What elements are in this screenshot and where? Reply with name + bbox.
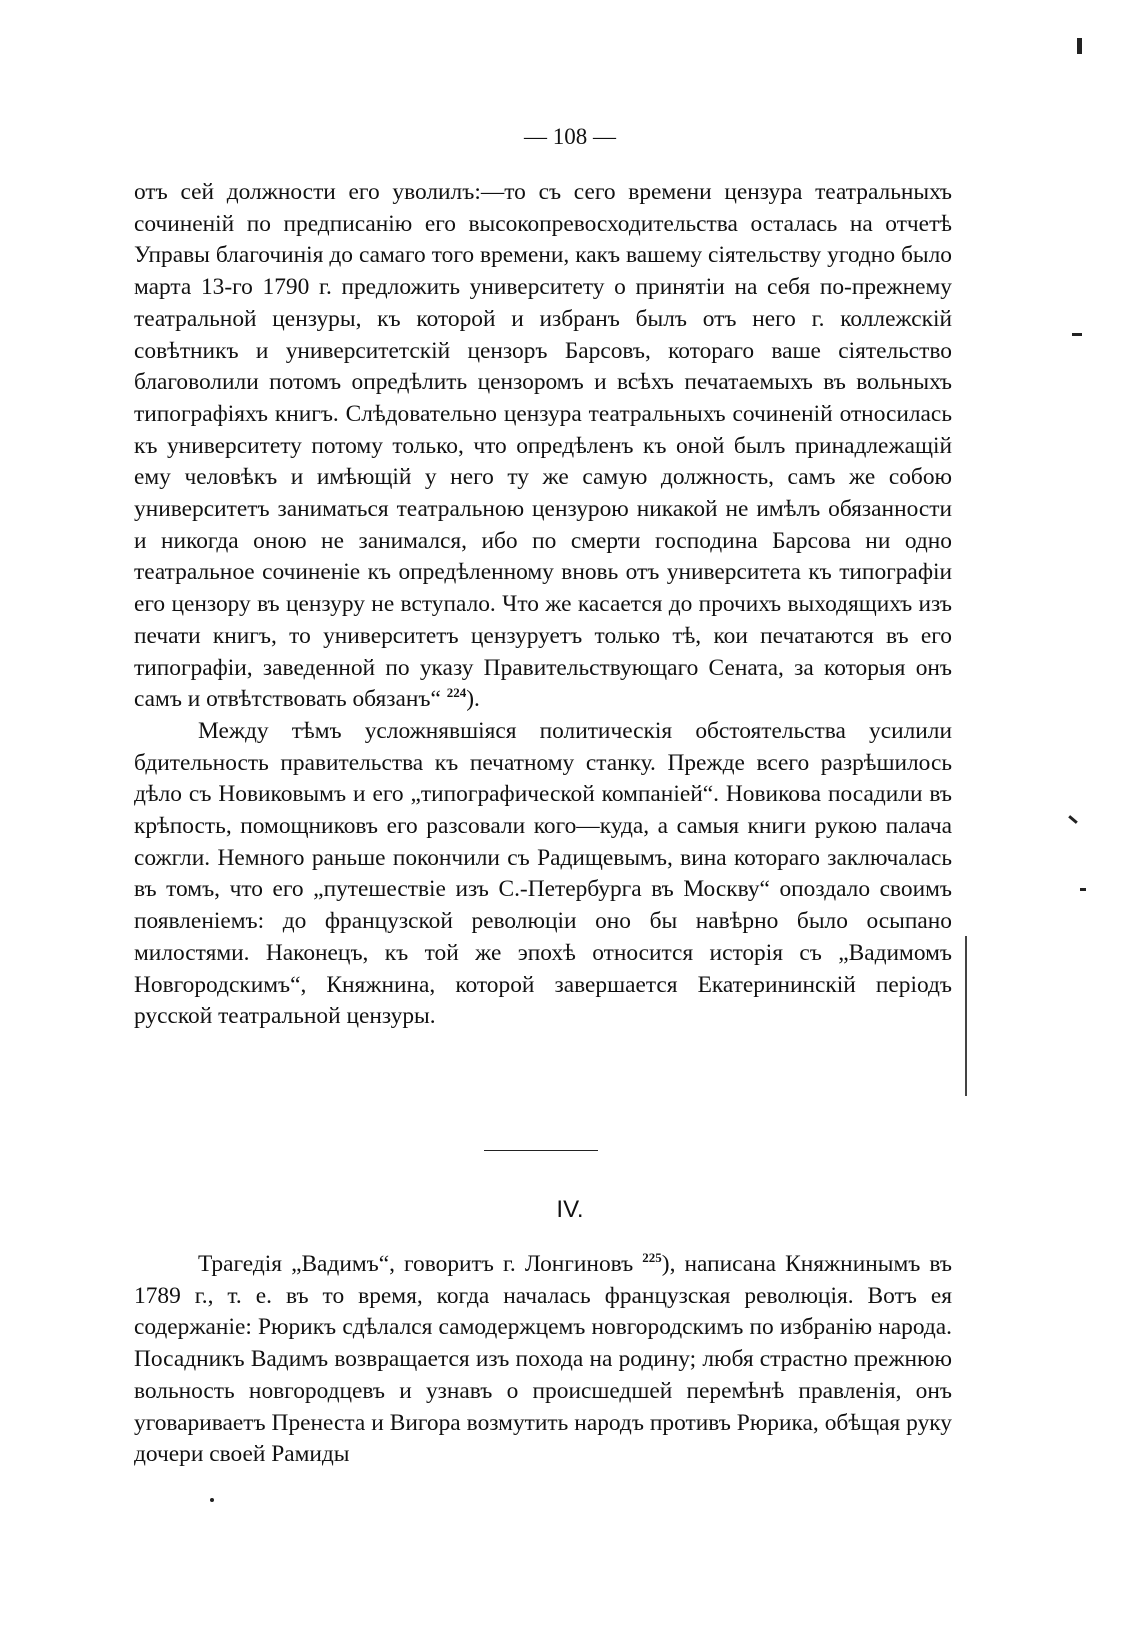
scan-speck <box>210 1498 214 1502</box>
scan-speck <box>1072 333 1082 336</box>
paragraph-censorship-politics: Между тѣмъ усложнявшіяся политическія обстоятельства усилили бдительность правительства къ печатному станку. Прежде всего разрѣшилось дѣло съ Новиковымъ и его „типографической компаніей“. Новикова посадили въ крѣпость, помощниковъ его разсовали кого—куда, а самыя книги рукою палача сожгли. Немного раньше покончили съ Радищевымъ, вина котораго заключалась въ томъ, что его „путешествіе изъ С.-Петербурга въ Москву“ опоздало своимъ появленіемъ: до французской революціи оно бы навѣрно было осыпано милостями. Наконецъ, къ той же эпохѣ относится исторія съ „Вадимомъ Новгородскимъ“, Княжнина, которой завершается Екатерининскій періодъ русской театральной цензуры. <box>134 717 952 1030</box>
text-block-upper <box>134 177 952 1033</box>
footnote-ref-224: 224 <box>446 685 467 701</box>
continuation-end: ). <box>466 686 480 713</box>
scan-speck <box>1077 38 1082 54</box>
section-heading: IV. <box>556 1196 584 1223</box>
scan-speck <box>1080 888 1086 891</box>
footnote-ref-225: 225 <box>642 1250 662 1266</box>
scan-speck <box>965 936 967 1096</box>
continuation-paragraph <box>134 177 952 716</box>
text-block-lower <box>134 1249 952 1471</box>
section-separator <box>484 1150 598 1151</box>
page-number: — 108 — <box>524 124 616 149</box>
paragraph-vadim-tragedy <box>134 1249 952 1471</box>
paragraph-3-start: Трагедія „Вадимъ“, говоритъ г. Лонгиновъ <box>198 1251 634 1277</box>
continuation-text: отъ сей должности его уволилъ:—то съ сего времени цензура театральныхъ сочиненій по предписанію его высокопревосходительства осталась на отчетѣ Управы благочинія до самаго того времени, какъ вашему сіятельству угодно было марта 13-го 1790 г. предложить университету о принятіи на себя по-прежнему театральной цензуры, къ которой и избранъ былъ отъ него г. коллежскій совѣтникъ и университетскій цензоръ Барсовъ, котораго ваше сіятельство благоволили потомъ опредѣлить цензоромъ и всѣхъ печатаемыхъ въ вольныхъ типографіяхъ книгъ. Слѣдовательно цензура театральныхъ сочиненій относилась къ университету потому только, что опредѣленъ къ оной былъ принадлежащій ему человѣкъ и имѣющій у него ту же самую должность, самъ же собою университетъ заниматься театральною цензурою никакой не имѣлъ обязанности и никогда оною не занимался, ибо по смерти господина Барсова ни одно театральное сочиненіе къ опредѣленному вновь отъ университета къ типографіи его цензору въ цензуру не вступало. Что же касается до прочихъ выходящихъ изъ печати книгъ, то университетъ цензуруетъ только тѣ, кои печатаются въ его типографіи, заведенной по указу Правительствующаго Сената, за которыя онъ самъ и отвѣтствовать обязанъ“ <box>134 179 952 713</box>
scan-speck <box>1068 815 1078 824</box>
paragraph-3-end: ), написана Княжнинымъ въ 1789 г., т. е. въ то время, когда началась французская революція. Вотъ ея содержаніе: Рюрикъ сдѣлался самодержцемъ новгородскимъ по избранію народа. Посадникъ Вадимъ возвращается изъ похода на родину; любя страстно прежнюю вольность новгородцевъ и узнавъ о происшедшей перемѣнѣ правленія, онъ уговариваетъ Пренеста и Вигора возмутить народъ противъ Рюрика, обѣщая руку дочери своей Рамиды <box>134 1251 952 1468</box>
